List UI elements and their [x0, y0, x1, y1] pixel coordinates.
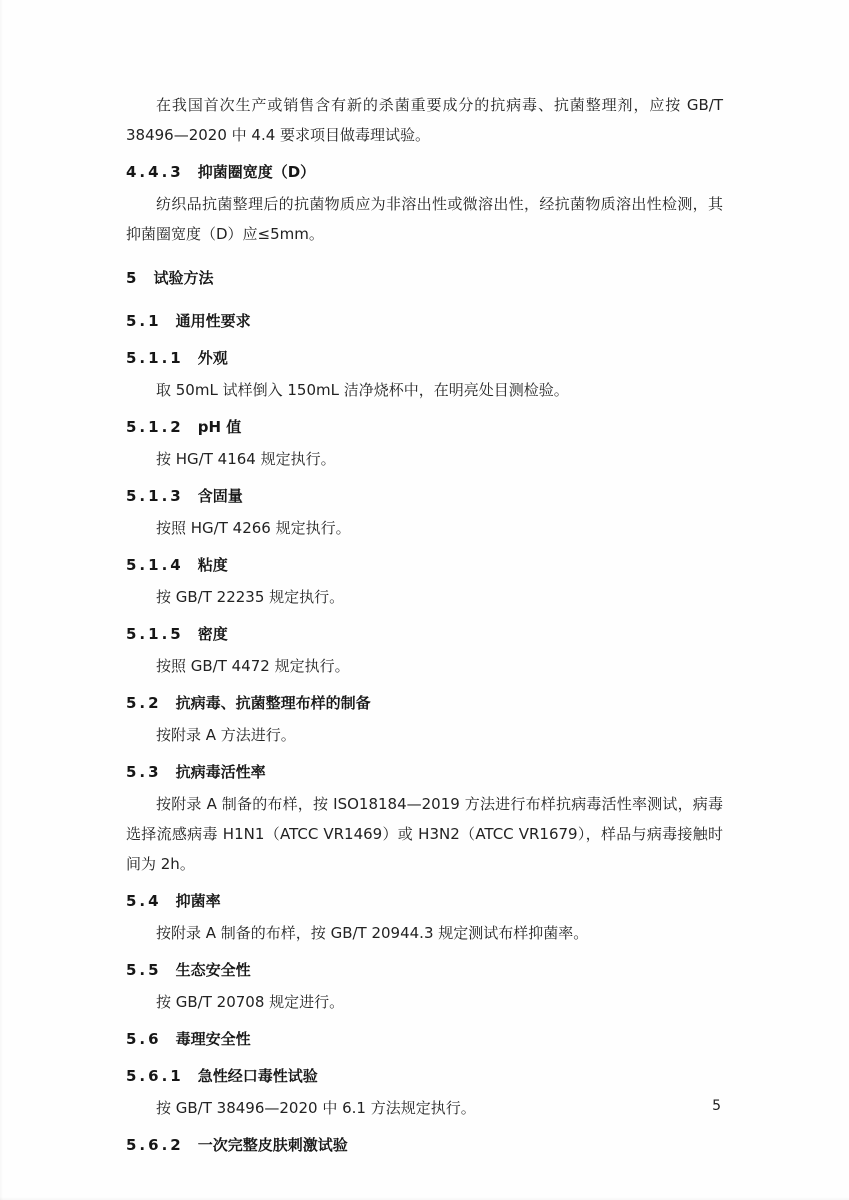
section-number: 5.2 — [126, 694, 162, 712]
paragraph: 按附录 A 方法进行。 — [156, 726, 296, 744]
section-heading-5.1.5 — [126, 619, 723, 649]
section-number: 5 — [126, 269, 137, 287]
section-heading-5.1.3 — [126, 481, 723, 511]
paragraph: 按照 GB/T 4472 规定执行。 — [156, 657, 350, 675]
paragraph: 按附录 A 制备的布样，按 GB/T 20944.3 规定测试布样抑菌率。 — [156, 924, 589, 942]
section-title: 毒理安全性 — [175, 1030, 251, 1048]
section-number: 5.6.2 — [126, 1136, 184, 1154]
section-heading-5.1.4 — [126, 550, 723, 580]
section-title: pH 值 — [197, 418, 242, 436]
section-title: 抑菌圈宽度（D） — [197, 163, 316, 181]
paragraph: 纺织品抗菌整理后的抗菌物质应为非溶出性或微溶出性，经抗菌物质溶出性检测，其抑菌圈宽度（D）应≤5mm。 — [126, 195, 723, 243]
section-number: 5.1.5 — [126, 625, 184, 643]
paragraph: 按附录 A 制备的布样，按 ISO18184—2019 方法进行布样抗病毒活性率测试，病毒选择流感病毒 H1N1（ATCC VR1469）或 H3N2（ATCC VR1679），样品与病毒接触时间为 2h。 — [126, 795, 723, 873]
section-title: 抗病毒、抗菌整理布样的制备 — [175, 694, 371, 712]
section-heading-5.3 — [126, 757, 723, 787]
section-title: 抑菌率 — [175, 892, 221, 910]
section-number: 5.1.3 — [126, 487, 184, 505]
section-number: 5.6 — [126, 1030, 162, 1048]
section-title: 粘度 — [197, 556, 228, 574]
paragraph: 在我国首次生产或销售含有新的杀菌重要成分的抗病毒、抗菌整理剂，应按 GB/T 38496—2020 中 4.4 要求项目做毒理试验。 — [126, 96, 723, 144]
section-title: 抗病毒活性率 — [175, 763, 266, 781]
section-heading-5.6 — [126, 1024, 723, 1054]
section-number: 5.3 — [126, 763, 162, 781]
section-heading-5.2 — [126, 688, 723, 718]
section-title: 试验方法 — [153, 269, 214, 287]
section-title: 通用性要求 — [175, 312, 251, 330]
paragraph: 按照 HG/T 4266 规定执行。 — [156, 519, 351, 537]
section-title: 急性经口毒性试验 — [197, 1067, 318, 1085]
section-heading-5.1.1 — [126, 343, 723, 373]
section-title: 含固量 — [197, 487, 243, 505]
section-heading-5.1.2 — [126, 412, 723, 442]
scan-edge-left — [0, 0, 3, 1200]
page-number: 5 — [712, 1098, 721, 1114]
section-title: 一次完整皮肤刺激试验 — [197, 1136, 348, 1154]
section-heading-5.6.2 — [126, 1130, 723, 1160]
section-heading-5 — [126, 263, 723, 293]
section-heading-4.4.3 — [126, 157, 723, 187]
section-number: 5.1 — [126, 312, 162, 330]
section-title: 生态安全性 — [175, 961, 251, 979]
section-heading-5.4 — [126, 886, 723, 916]
section-heading-5.1 — [126, 306, 723, 336]
section-number: 5.1.4 — [126, 556, 184, 574]
section-title: 外观 — [197, 349, 228, 367]
section-title: 密度 — [197, 625, 228, 643]
paragraph: 按 HG/T 4164 规定执行。 — [156, 450, 336, 468]
section-number: 4.4.3 — [126, 163, 184, 181]
paragraph: 按 GB/T 38496—2020 中 6.1 方法规定执行。 — [156, 1099, 476, 1117]
section-number: 5.1.1 — [126, 349, 184, 367]
section-number: 5.4 — [126, 892, 162, 910]
paragraph: 取 50mL 试样倒入 150mL 洁净烧杯中，在明亮处目测检验。 — [156, 381, 569, 399]
section-heading-5.6.1 — [126, 1061, 723, 1091]
section-number: 5.6.1 — [126, 1067, 184, 1085]
section-heading-5.5 — [126, 955, 723, 985]
paragraph: 按 GB/T 20708 规定进行。 — [156, 993, 345, 1011]
section-number: 5.5 — [126, 961, 162, 979]
section-number: 5.1.2 — [126, 418, 184, 436]
paragraph: 按 GB/T 22235 规定执行。 — [156, 588, 345, 606]
